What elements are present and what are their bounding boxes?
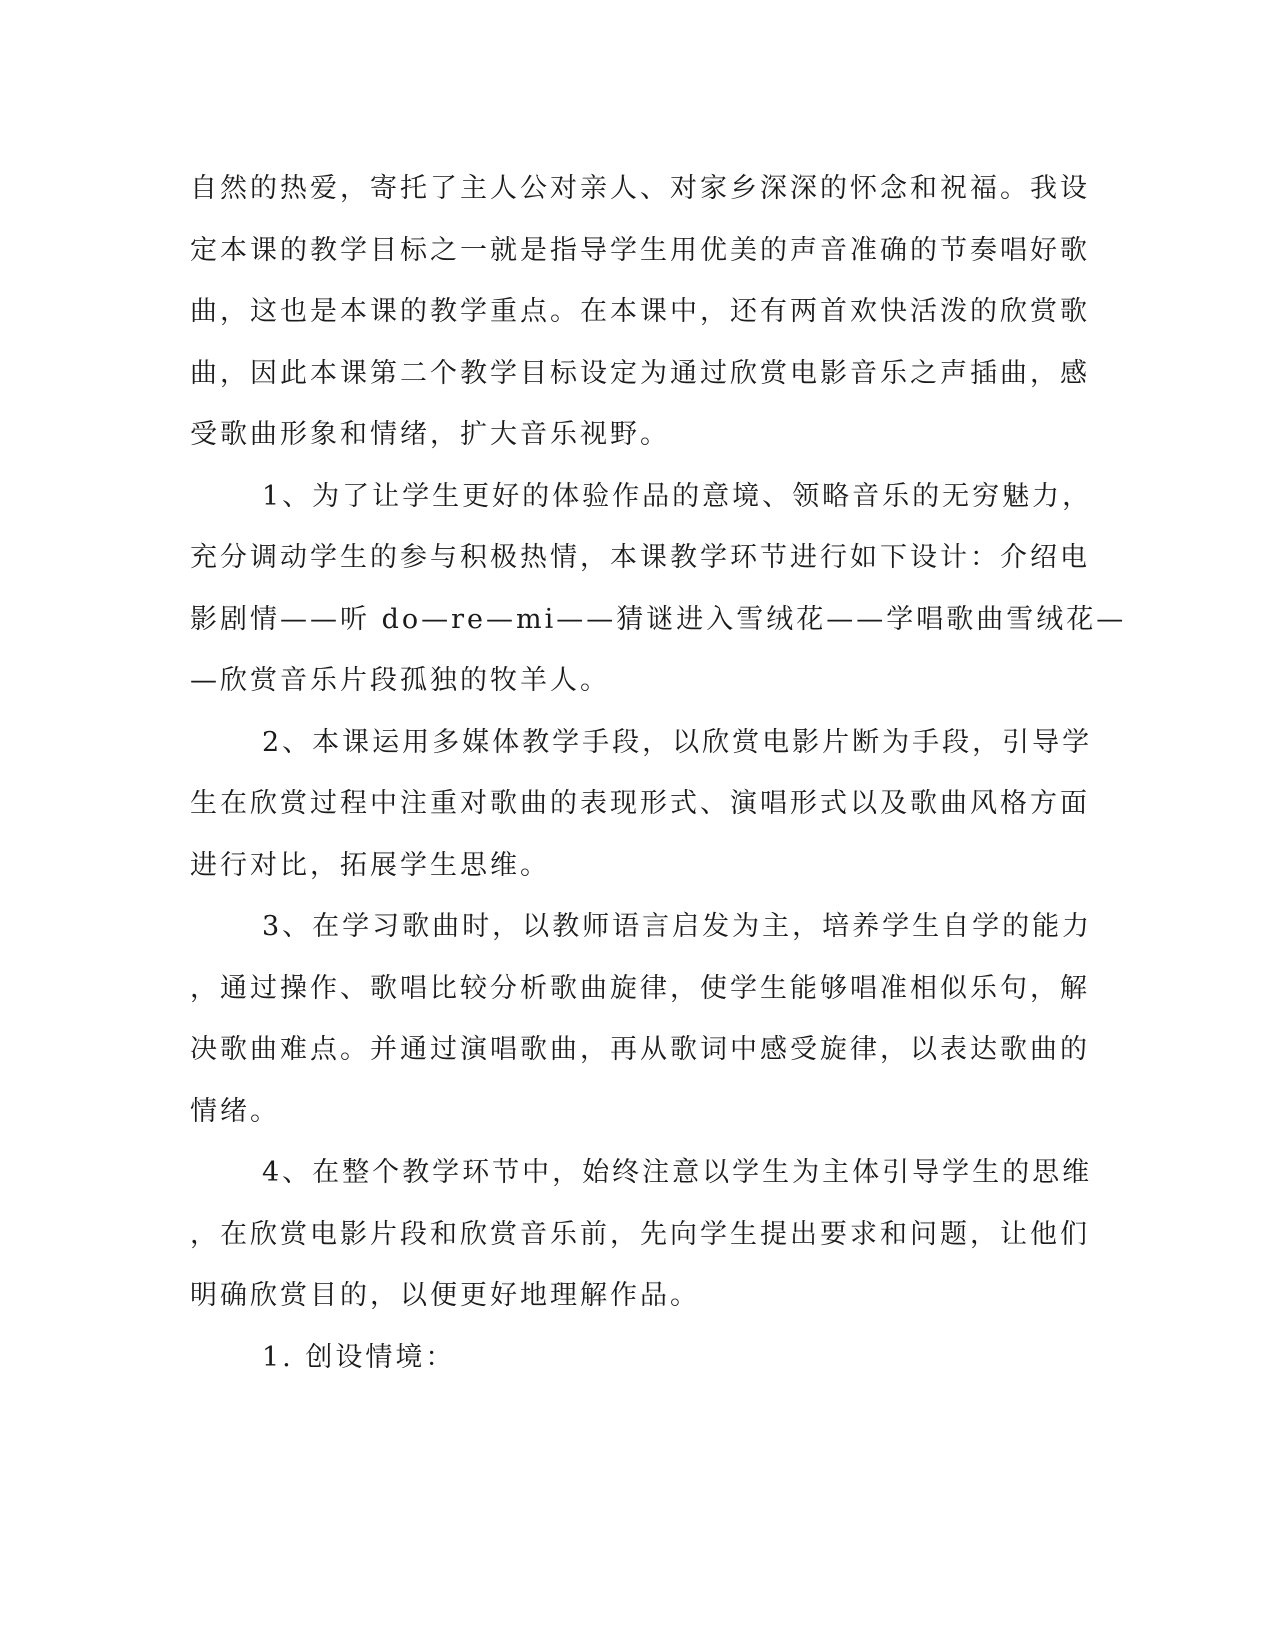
text-line: 明确欣赏目的，以便更好地理解作品。 [190,1280,700,1311]
text-line: ，通过操作、歌唱比较分析歌曲旋律，使学生能够唱准相似乐句，解 [190,972,1090,1004]
text-line: 2、本课运用多媒体教学手段，以欣赏电影片断为手段，引导学 [262,726,1093,758]
text-line: 自然的热爱，寄托了主人公对亲人、对家乡深深的怀念和祝福。我设 [190,173,1090,204]
text-line: 3、在学习歌曲时，以教师语言启发为主，培养学生自学的能力 [262,911,1093,942]
text-line: 受歌曲形象和情绪，扩大音乐视野。 [190,419,670,450]
text-line: 充分调动学生的参与积极热情，本课教学环节进行如下设计：介绍电 [190,542,1090,573]
document-body [190,158,1127,1388]
text-line: 曲，因此本课第二个教学目标设定为通过欣赏电影音乐之声插曲，感 [190,357,1090,389]
text-line: 1、为了让学生更好的体验作品的意境、领略音乐的无穷魅力， [262,480,1093,512]
paragraph [190,466,1127,712]
paragraph [190,1327,1066,1389]
text-line: 情绪。 [190,1095,280,1127]
paragraph [190,158,1090,466]
text-line: ，在欣赏电影片段和欣赏音乐前，先向学生提出要求和问题，让他们 [190,1218,1090,1250]
text-line: 1. 创设情境： [262,1341,456,1373]
text-line: 影剧情——听 do—re—mi——猜谜进入雪绒花——学唱歌曲雪绒花— [190,603,1127,635]
text-line: —欣赏音乐片段孤独的牧羊人。 [190,665,610,696]
text-line: 生在欣赏过程中注重对歌曲的表现形式、演唱形式以及歌曲风格方面 [190,788,1090,819]
paragraph [190,896,1093,1142]
paragraph [190,712,1093,897]
text-line: 曲，这也是本课的教学重点。在本课中，还有两首欢快活泼的欣赏歌 [190,296,1090,327]
text-line: 进行对比，拓展学生思维。 [190,849,550,881]
text-line: 定本课的教学目标之一就是指导学生用优美的声音准确的节奏唱好歌 [190,234,1090,266]
text-line: 决歌曲难点。并通过演唱歌曲，再从歌词中感受旋律，以表达歌曲的 [190,1034,1090,1065]
paragraph [190,1142,1093,1327]
text-line: 4、在整个教学环节中，始终注意以学生为主体引导学生的思维 [262,1157,1093,1188]
